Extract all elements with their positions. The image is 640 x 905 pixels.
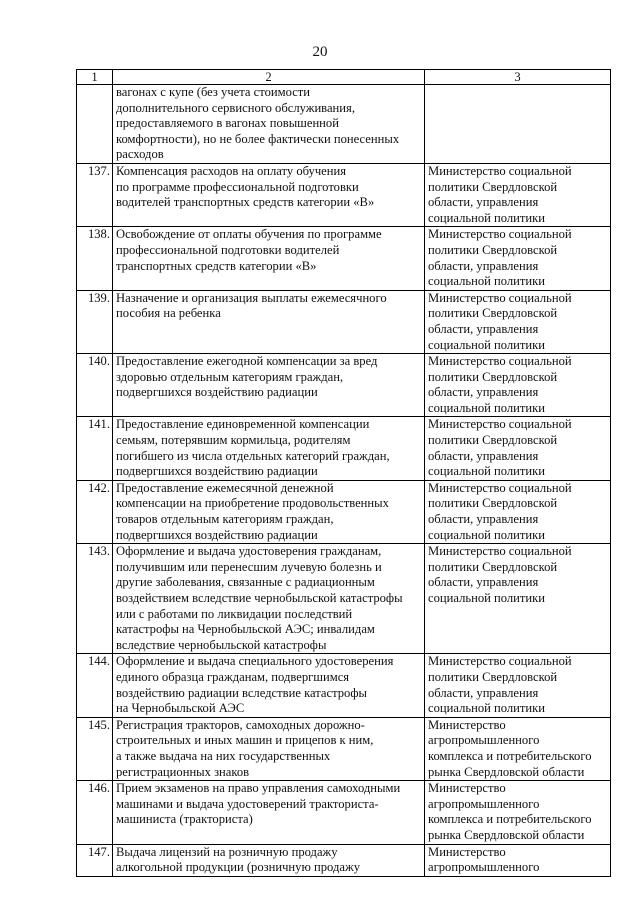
service-cell-line: семьям, потерявшим кормильца, родителям xyxy=(116,433,351,448)
row-number: 142. xyxy=(77,480,113,543)
service-cell-line: предоставляемого в вагонах повышенной xyxy=(116,116,339,131)
row-number: 140. xyxy=(77,354,113,417)
authority-cell-line: Министерство социальной xyxy=(428,290,572,305)
authority-cell-line: политики Свердловской xyxy=(428,369,558,384)
row-number xyxy=(77,85,113,164)
service-cell-line: подвергшихся воздействию радиации xyxy=(116,385,318,400)
service-cell-line: Прием экзаменов на право управления самоходными xyxy=(116,781,401,796)
authority-cell-line: социальной политики xyxy=(428,274,546,289)
authority-cell-line: рынка Свердловской области xyxy=(428,764,585,779)
authority-cell xyxy=(425,290,611,353)
service-cell-line: машиниста (тракториста) xyxy=(116,812,253,827)
service-cell-line: Предоставление единовременной компенсации xyxy=(116,417,370,432)
authority-cell-line: области, управления xyxy=(428,258,539,273)
column-header-number: 1 xyxy=(77,70,113,85)
service-cell-line: здоровью отдельным категориям граждан, xyxy=(116,369,344,384)
table-row xyxy=(77,844,611,876)
authority-cell-line: области, управления xyxy=(428,685,539,700)
row-number: 139. xyxy=(77,290,113,353)
authority-cell-line: Министерство xyxy=(428,717,506,732)
row-number: 144. xyxy=(77,654,113,717)
authority-cell-line: социальной политики xyxy=(428,464,546,479)
service-cell xyxy=(113,717,425,780)
service-cell xyxy=(113,544,425,654)
authority-cell-line: политики Свердловской xyxy=(428,559,558,574)
row-number: 137. xyxy=(77,163,113,226)
authority-cell-line: области, управления xyxy=(428,575,539,590)
authority-cell-line: комплекса и потребительского xyxy=(428,748,592,763)
service-cell-line: а также выдача на них государственных xyxy=(116,748,331,763)
authority-cell xyxy=(425,163,611,226)
service-cell xyxy=(113,480,425,543)
service-cell-line: Предоставление ежегодной компенсации за вред xyxy=(116,354,378,369)
service-cell-line: товаров отдельным категориям граждан, xyxy=(116,512,334,527)
service-cell xyxy=(113,163,425,226)
authority-cell-line: агропромышленного xyxy=(428,860,540,875)
table-row xyxy=(77,290,611,353)
table-row xyxy=(77,654,611,717)
service-cell-line: или с работами по ликвидации последствий xyxy=(116,606,353,621)
authority-cell-line: социальной политики xyxy=(428,210,546,225)
authority-cell-line: Министерство социальной xyxy=(428,417,572,432)
authority-cell-line: социальной политики xyxy=(428,591,546,605)
service-cell-line: воздействием вследствие чернобыльской катастрофы xyxy=(116,591,403,605)
service-cell-line: расходов xyxy=(116,147,164,162)
authority-cell-line: Министерство социальной xyxy=(428,544,572,559)
page-number: 20 xyxy=(312,44,328,60)
authority-cell-line: политики Свердловской xyxy=(428,433,558,448)
service-cell xyxy=(113,290,425,353)
service-cell-line: Предоставление ежемесячной денежной xyxy=(116,480,334,495)
authority-cell-line: области, управления xyxy=(428,321,539,336)
column-header-authority: 3 xyxy=(425,70,611,85)
table-row xyxy=(77,85,611,164)
authority-cell xyxy=(425,781,611,844)
service-cell-line: Освобождение от оплаты обучения по программе xyxy=(116,227,382,242)
service-cell-line: дополнительного сервисного обслуживания, xyxy=(116,100,355,115)
table-row xyxy=(77,781,611,844)
authority-cell-line: области, управления xyxy=(428,195,539,210)
authority-cell-line: политики Свердловской xyxy=(428,306,558,321)
service-cell-line: получившим или перенесшим лучевую болезнь и xyxy=(116,559,382,574)
service-cell-line: единого образца гражданам, подвергшимся xyxy=(116,669,350,684)
service-cell-line: профессиональной подготовки водителей xyxy=(116,242,340,257)
authority-cell-line: Министерство социальной xyxy=(428,654,572,669)
service-cell-line: на Чернобыльской АЭС xyxy=(116,701,245,716)
service-cell-line: по программе профессиональной подготовки xyxy=(116,179,359,194)
authority-cell xyxy=(425,844,611,876)
service-cell-line: комфортности), но не более фактически понесенных xyxy=(116,131,400,146)
authority-cell-line: рынка Свердловской области xyxy=(428,827,585,842)
service-cell-line: Назначение и организация выплаты ежемесячного xyxy=(116,290,387,305)
row-number: 141. xyxy=(77,417,113,480)
row-number: 145. xyxy=(77,717,113,780)
authority-cell xyxy=(425,717,611,780)
table-header-row xyxy=(77,70,611,85)
service-cell-line: подвергшихся воздействию радиации xyxy=(116,464,318,479)
authority-cell xyxy=(425,480,611,543)
service-cell-line: регистрационных знаков xyxy=(116,764,250,779)
row-number: 146. xyxy=(77,781,113,844)
authority-cell-line: политики Свердловской xyxy=(428,496,558,511)
authority-cell-line: социальной политики xyxy=(428,337,546,352)
table-row xyxy=(77,480,611,543)
authority-cell xyxy=(425,417,611,480)
authority-cell-line: области, управления xyxy=(428,512,539,527)
row-number: 143. xyxy=(77,544,113,654)
service-cell-line: Регистрация тракторов, самоходных дорожно- xyxy=(116,717,365,732)
services-table xyxy=(76,69,611,877)
service-cell-line: компенсации на приобретение продовольственных xyxy=(116,496,389,511)
authority-cell-line: Министерство социальной xyxy=(428,480,572,495)
service-cell-line: строительных и иных машин и прицепов к ним, xyxy=(116,733,374,748)
service-cell-line: подвергшихся воздействию радиации xyxy=(116,527,318,542)
authority-cell-line: Министерство социальной xyxy=(428,354,572,369)
authority-cell-line: политики Свердловской xyxy=(428,179,558,194)
service-cell xyxy=(113,417,425,480)
authority-cell-line: политики Свердловской xyxy=(428,242,558,257)
authority-cell xyxy=(425,354,611,417)
table-row xyxy=(77,354,611,417)
service-cell xyxy=(113,85,425,164)
service-cell-line: пособия на ребенка xyxy=(116,306,221,321)
authority-cell-line: Министерство социальной xyxy=(428,227,572,242)
service-cell xyxy=(113,844,425,876)
service-cell xyxy=(113,354,425,417)
table-row xyxy=(77,544,611,654)
service-cell-line: Выдача лицензий на розничную продажу xyxy=(116,844,338,859)
authority-cell-line: Министерство xyxy=(428,781,506,796)
row-number: 138. xyxy=(77,227,113,290)
authority-cell-line: Министерство xyxy=(428,844,506,859)
service-cell xyxy=(113,781,425,844)
authority-cell-line: социальной политики xyxy=(428,527,546,542)
column-header-service: 2 xyxy=(113,70,425,85)
service-cell xyxy=(113,654,425,717)
table-row xyxy=(77,717,611,780)
authority-cell xyxy=(425,227,611,290)
authority-cell-line: комплекса и потребительского xyxy=(428,812,592,827)
authority-cell-line: области, управления xyxy=(428,385,539,400)
authority-cell-line: агропромышленного xyxy=(428,796,540,811)
authority-cell-line: Министерство социальной xyxy=(428,163,572,178)
service-cell-line: воздействию радиации вследствие катастрофы xyxy=(116,685,367,700)
service-cell-line: погибшего из числа отдельных категорий граждан, xyxy=(116,448,390,463)
service-cell-line: Оформление и выдача специального удостоверения xyxy=(116,654,394,669)
service-cell-line: транспортных средств категории «B» xyxy=(116,258,317,273)
authority-cell-line: социальной политики xyxy=(428,701,546,716)
service-cell-line: другие заболевания, связанные с радиационным xyxy=(116,575,375,590)
table-row xyxy=(77,163,611,226)
authority-cell xyxy=(425,654,611,717)
service-cell xyxy=(113,227,425,290)
row-number: 147. xyxy=(77,844,113,876)
table-row xyxy=(77,227,611,290)
table-row xyxy=(77,417,611,480)
service-cell-line: Компенсация расходов на оплату обучения xyxy=(116,163,347,178)
service-cell-line: алкогольной продукции (розничную продажу xyxy=(116,860,360,875)
authority-cell-line: области, управления xyxy=(428,448,539,463)
authority-cell xyxy=(425,85,611,164)
authority-cell-line: политики Свердловской xyxy=(428,669,558,684)
service-cell-line: водителей транспортных средств категории «B» xyxy=(116,195,375,210)
authority-cell-line: агропромышленного xyxy=(428,733,540,748)
authority-cell xyxy=(425,544,611,654)
service-cell-line: катастрофы на Чернобыльской АЭС; инвалидам xyxy=(116,622,375,637)
service-cell-line: Оформление и выдача удостоверения гражданам, xyxy=(116,544,382,559)
service-cell-line: вагонах с купе (без учета стоимости xyxy=(116,85,311,99)
authority-cell-line: социальной политики xyxy=(428,400,546,415)
service-cell-line: вследствие чернобыльской катастрофы xyxy=(116,637,327,652)
service-cell-line: машинами и выдача удостоверений тракториста- xyxy=(116,796,379,811)
